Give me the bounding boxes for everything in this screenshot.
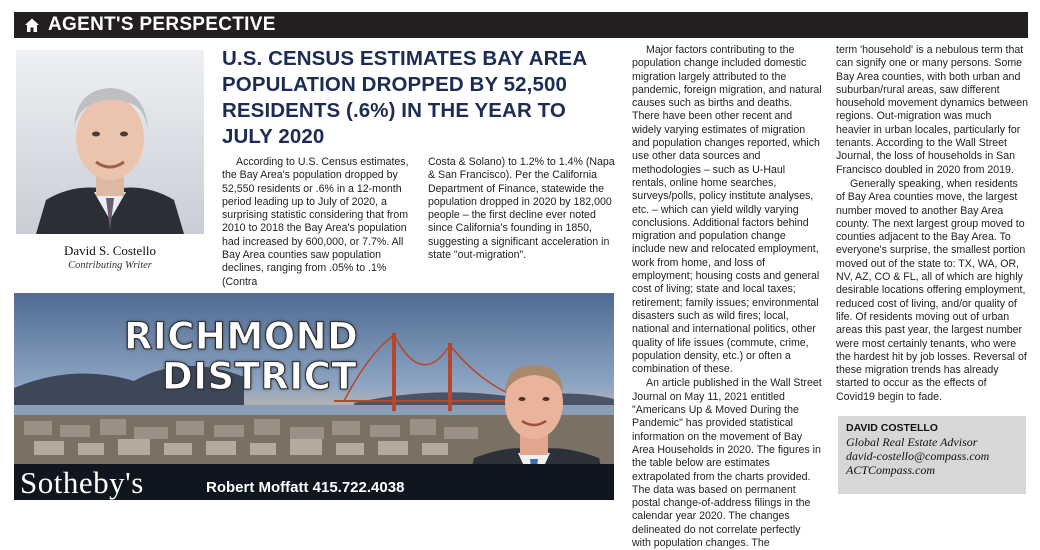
home-icon bbox=[22, 15, 42, 35]
section-header-bar bbox=[14, 12, 1028, 38]
article-paragraph: Major factors contributing to the population change included domestic migration largely attributed to the pandemic, foreign migration, and natural causes such as births and deaths. There have been other recent and widely varying estimates of migration and population changes reported, which use other data sources and methodologies – such as U-Haul rentals, online home searches, surveys/polls, policy institute analyses, etc. – which can yield wildly varying conclusions. Additional factors behind migration and population change include new and relocated employment, work from home, and loss of employment; housing costs and general cost of living; state and local taxes; retirement; family issues; environmental disasters such as wild fires; local, national and international politics, other quality of life issues (commute, crime, population density, etc.) or often a combination of these. bbox=[632, 44, 822, 376]
section-title: AGENT'S PERSPECTIVE bbox=[48, 14, 276, 35]
article-headline: U.S. CENSUS ESTIMATES BAY AREA POPULATION DROPPED BY 52,500 RESIDENTS (.6%) IN THE YEAR TO JULY 2020 bbox=[222, 47, 587, 148]
ad-brand-logo: Sotheby's bbox=[20, 465, 144, 500]
signature-title: Global Real Estate Advisor bbox=[846, 435, 978, 449]
article-paragraph: term 'household' is a nebulous term that can signify one or many persons. Some Bay Area counties, with both urban and suburban/rural areas, saw different household movement dynamics between regions. Out-migration was much heavier in urban locales, particularly for tenants. According to the Wall Street Journal, the loss of households in San Francisco doubled in 2020 from 2019. bbox=[836, 44, 1028, 176]
author-photo bbox=[16, 50, 204, 234]
ad-title-line-2: DISTRICT bbox=[162, 355, 358, 398]
article-paragraph: Costa & Solano) to 1.2% to 1.4% (Napa & San Francisco). Per the California Department of Finance, statewide the population dropped in 2020 by 182,000 people – the first decline ever noted since California's founding in 1850, suggesting a significant acceleration in state "out-migration". bbox=[428, 156, 615, 262]
author-photo-name: David S. Costello bbox=[63, 243, 157, 258]
signature-email[interactable]: david-costello@compass.com bbox=[846, 449, 990, 463]
article-paragraph: According to U.S. Census estimates, the Bay Area's population dropped by 52,550 residents or .6% in a 12-month period leading up to July of 2020, a surprising statistic considering that from 2010 to 2018 the Bay Area's population had increased by 600,000, or 7.7%. All Bay Area counties saw population declines, ranging from .05% to .1% (Contra bbox=[222, 156, 409, 288]
article-column-4 bbox=[836, 44, 1028, 416]
ad-title-line-1: RICHMOND bbox=[124, 315, 359, 358]
article-column-1 bbox=[222, 156, 414, 288]
author-signature-box bbox=[838, 416, 1026, 494]
author-photo-role: Contributing Writer bbox=[68, 260, 152, 271]
article-paragraph: An article published in the Wall Street Journal on May 11, 2021 entitled "Americans Up & Moved During the Pandemic" has provided statistical information on the movement of Bay Area Households in 2020. The figures in the table below are estimates extrapolated from the charts provided. The data was based on permanent postal change-of-address filings in the calendar year 2020. The changes delineated do not correlate perfectly with population changes. The bbox=[632, 377, 822, 549]
article-paragraph: Generally speaking, when residents of Bay Area counties move, the largest number moved to another Bay Area county. The next largest group moved to counties adjacent to the Bay Area. To everyone's surprise, the smallest portion moved out of the state to: TX, WA, OR, NV, AZ, CO & FL, all of which are highly desirable locations offering employment, reduced cost of living, and/or quality of life. Of residents moving out of urban areas this past year, the largest number were most certainly tenants, who were the hardest hit by job losses. Reversal of these migration trends has already started to occur as the effects of Covid19 begin to fade. bbox=[836, 177, 1027, 403]
signature-website[interactable]: ACTCompass.com bbox=[846, 463, 936, 477]
ad-agent-contact: Robert Moffatt 415.722.4038 bbox=[206, 479, 405, 496]
advertisement-banner[interactable] bbox=[14, 293, 614, 500]
article-column-3 bbox=[632, 44, 822, 549]
article-column-2 bbox=[428, 156, 618, 276]
signature-name: DAVID COSTELLO bbox=[846, 422, 938, 434]
